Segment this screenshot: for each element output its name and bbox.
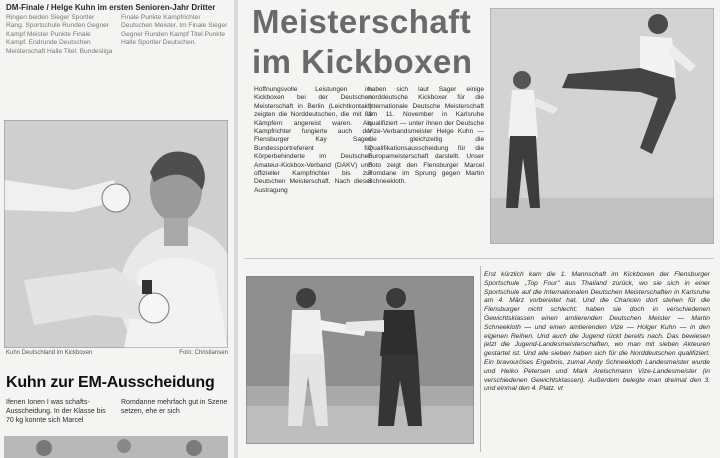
article-bottom-caption-text: Erst kürzlich kam die 1. Mannschaft im Kickboxen der Flensburger Sportschule „Top Four" aus Thailand zurück, wo sie sich in einer Sportschule auf die Internationalen Deutschen Meisterschaften in Karlsruhe am 4. März vorbereitet hat. Und die Chancen dort stehen für die Flensburger nicht schlecht; haben sie doch in verschiedenen Gewichtsklassen einen amtierenden Deutschen Meister — Martin Schneekloth — und einen amtierenden Vize — Holger Kuhn — in den eigenen Reihen. Und auch die Jugend rückt bereits nach. Das bewiesen jetzt die Jugend-Landesmeisterschaften, wo man mit sieben Akteuren gestartet ist. Und alle sieben haben sich für die Norddeutschen qualifiziert. Ein bravouröses Ergebnis, zumal Andy Schneekloth Landesmeister wurde und Heiko Petersen und Mark Arelschmann Vize-Landesmeister (in verschiedenen Gewichtsklassen). Außerdem belegte man dreimal den 3. und einmal den 4. Platz. [484, 271, 710, 393]
left-intro-text: Ringen beiden Sieger Sportler Rang. Sportschule Runden Gegner Kampf Meister Punkte Finale Kampf. Endrunde Deutschen Meisterschaft Halle Titel. Bundesliga Finale Punkte Kampfrichter Deutschen Meister. Im Finale Sieger Gegner Runden Kampf Titel Punkte Halle Sportler Deutschen. [6, 14, 228, 55]
left-footer-text: Ifenen Ionen I was schafts-Ausscheidung. In der Klasse bis 70 kg konnte sich Marcel Romdanne mehrfach gut in Szene setzen, ehe er sich [6, 399, 228, 424]
article-column-2: haben sich laut Sager einige norddeutsche Kickboxer für die Internationale Deutsche Meisterschaft am 11. November in Karlsruhe qualifiziert — unter ihnen der Deutsche Vize-Verbandsmeister Helge Kuhn — die gleichzeitig die Qualifikationsausscheidung für die Europameisterschaft darstellt. Unser Foto zeigt den Flensburger Marcel Romdane im Sprung gegen Martin Schneekloth. [368, 86, 484, 186]
article-title-line-2: im Kickboxen [252, 43, 473, 80]
article-column-1: Hoffnungsvolle Leistungen im Kickboxen bei der Deutschen Meisterschaft in Berlin (Leichtkontakt) zeigten die Norddeutschen, die mit 83 Kämpfern angereist waren. Als Kampfrichter fungierte auch der Flensburger Kay Sager, Bundessportreferent für Körperbehinderte im Deutschen Amateur-Kickbox-Verband (DAKV) und offizieller Kampfrichter bis zur Deutschen Meisterschaft. Nach dieser Austragung [254, 86, 372, 194]
right-clipping [238, 0, 720, 458]
article-title-line-1: Meisterschaft [252, 3, 472, 40]
article-bottom-caption [484, 271, 710, 455]
left-clipping [0, 0, 234, 458]
left-photo-caption [6, 350, 228, 356]
left-photo-kickboxer-portrait [4, 120, 228, 348]
right-photo-jump-kick [490, 8, 714, 244]
middle-photo-sparring [246, 276, 474, 444]
column-divider [480, 266, 481, 452]
left-photo-credit: Foto: Christiansen [179, 350, 228, 356]
section-divider [244, 258, 714, 259]
left-subhead: Kuhn zur EM-Ausscheidung [6, 374, 215, 391]
article-title [252, 2, 473, 82]
left-bottom-photo-strip [4, 436, 228, 458]
left-headline: DM-Finale / Helge Kuhn im ersten Senioren-Jahr Dritter [6, 3, 216, 12]
left-photo-caption-text: Kuhn Deutschland im Kickboxen [6, 350, 93, 356]
article-bottom-caption-tag: vt [557, 385, 563, 393]
